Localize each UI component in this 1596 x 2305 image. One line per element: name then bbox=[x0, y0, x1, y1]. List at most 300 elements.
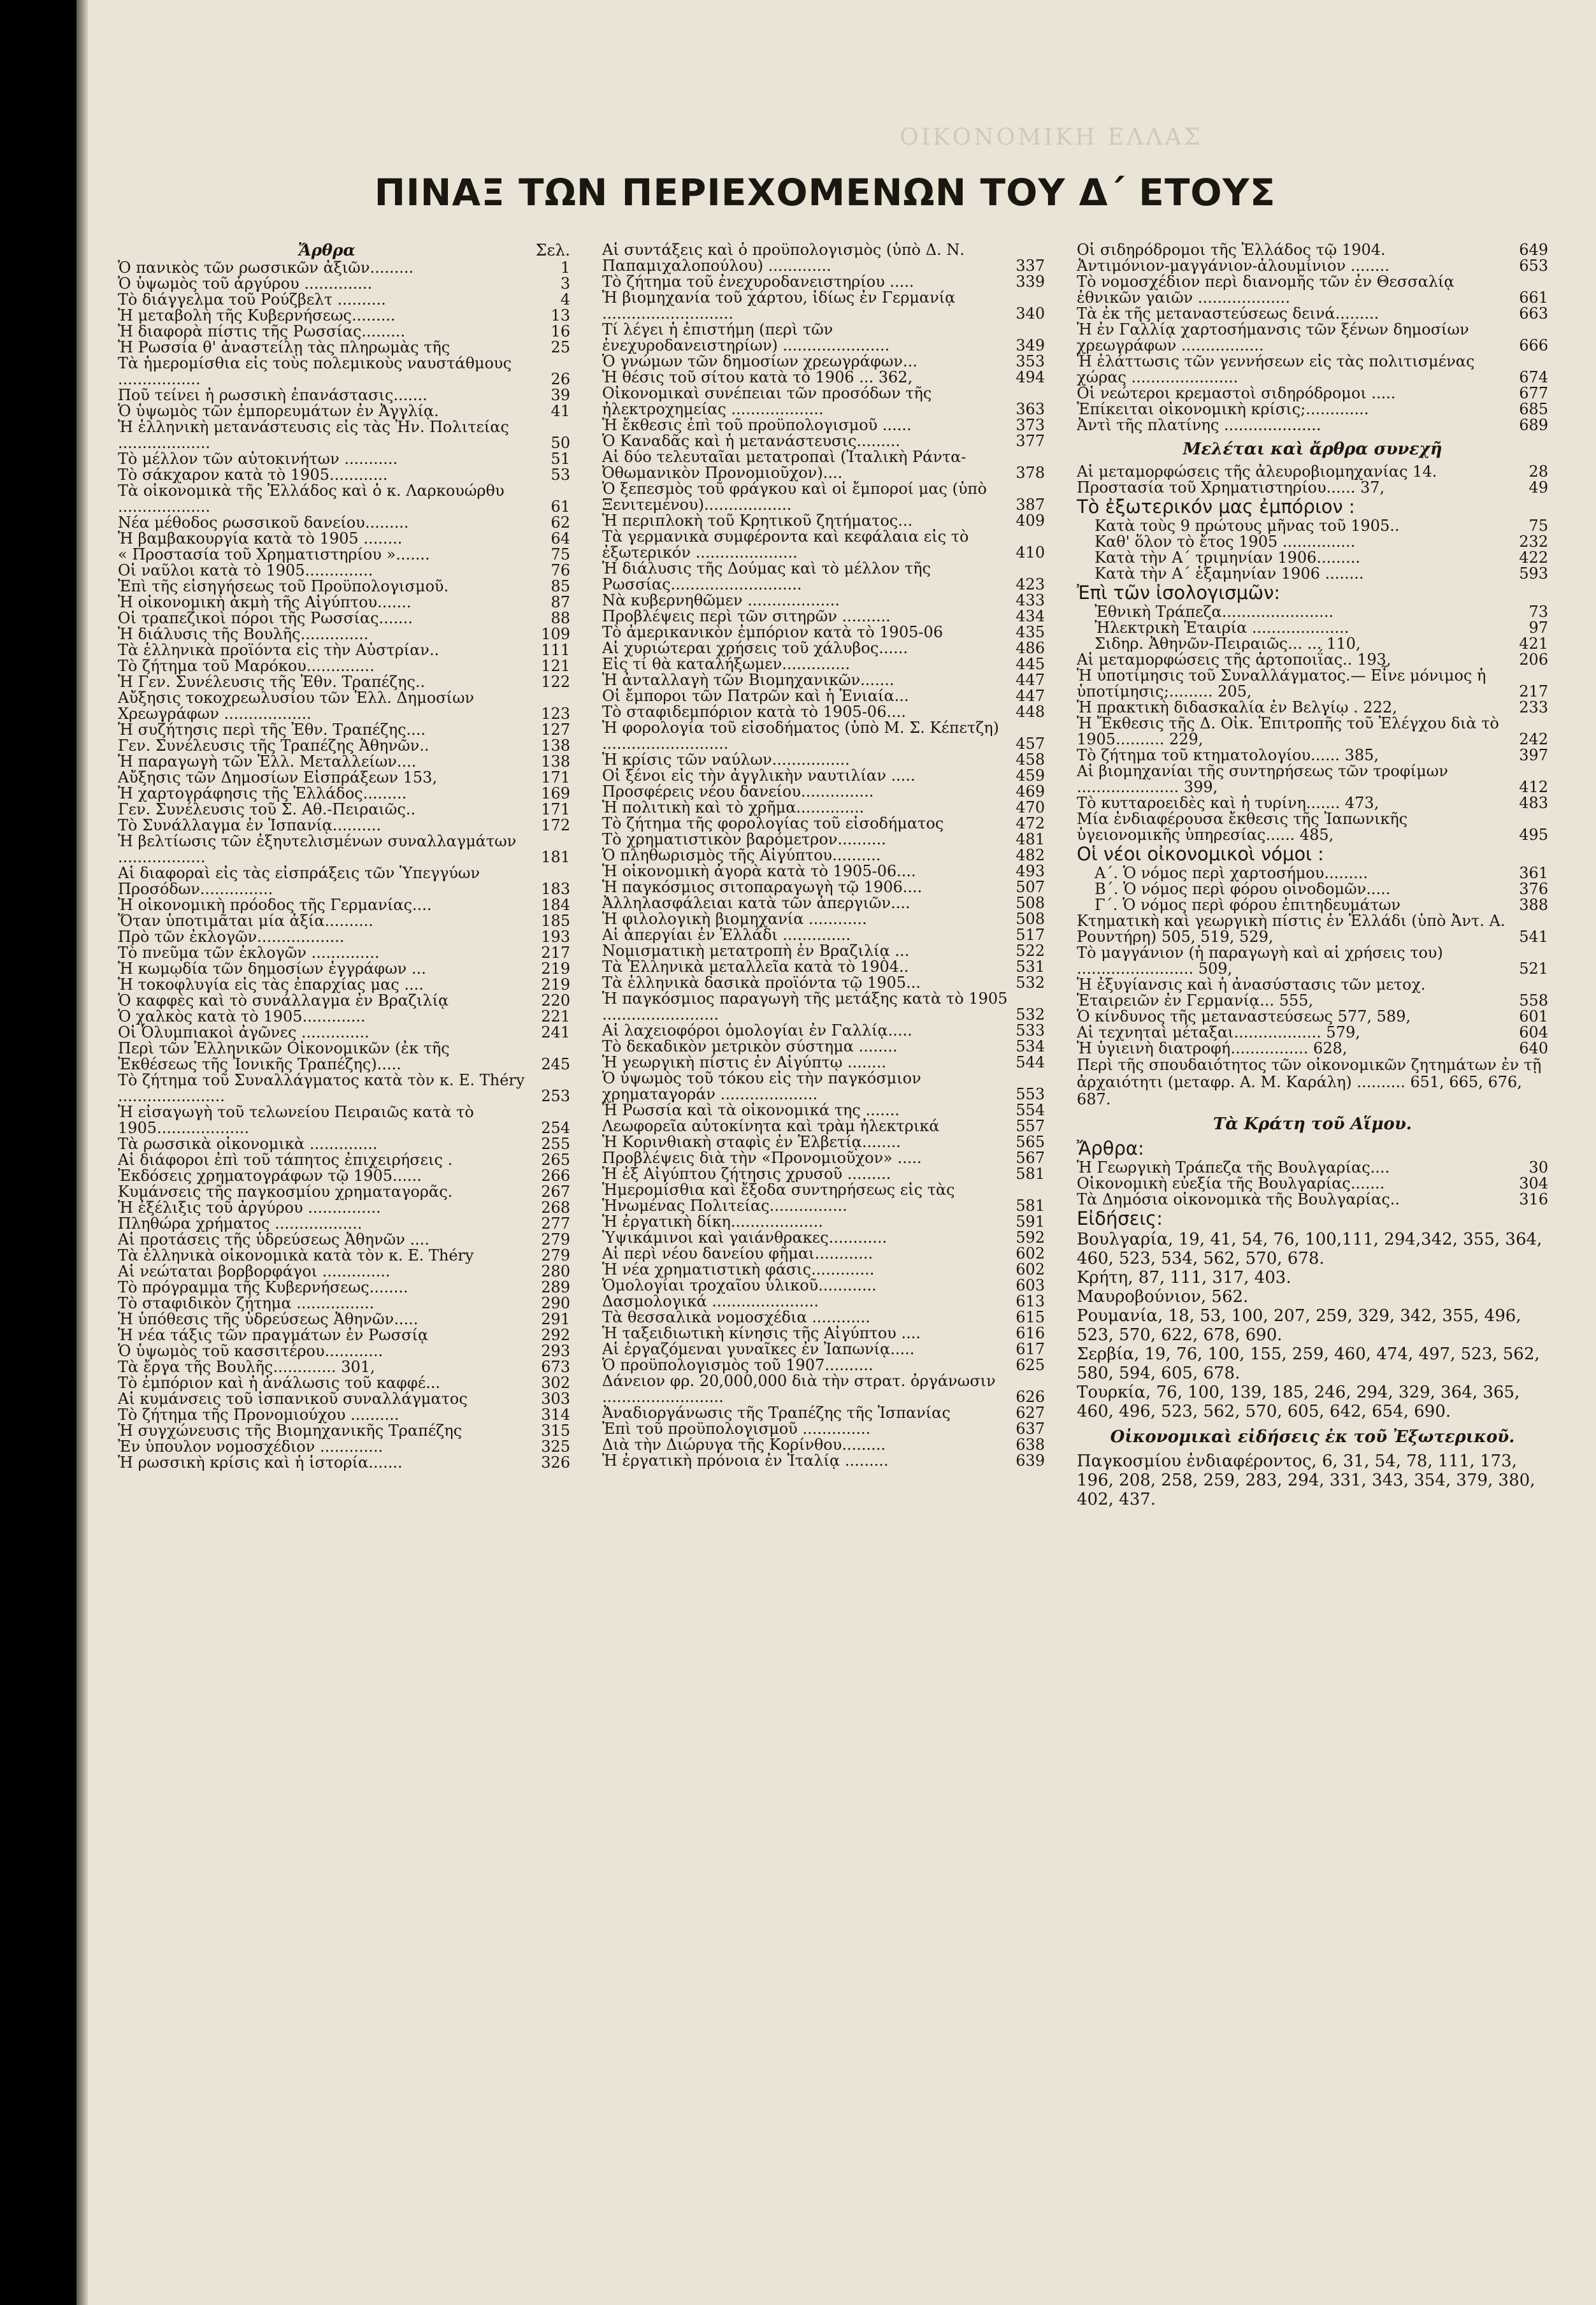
toc-entry-title: Σιδηρ. Ἀθηνῶν-Πειραιῶς... ... 110, bbox=[1095, 635, 1361, 653]
toc-entry-page: 472 bbox=[1016, 814, 1045, 832]
toc-entry-page: 521 bbox=[1519, 960, 1548, 978]
toc-entry-title: Οἱ ξένοι εἰς τὴν ἀγγλικὴν ναυτιλίαν ..... bbox=[602, 767, 916, 784]
toc-entry-page: 592 bbox=[1016, 1229, 1045, 1246]
toc-entry-page: 397 bbox=[1519, 746, 1548, 764]
section-heading-foreign-news: Οἰκονομικαὶ εἰδήσεις ἐκ τοῦ Ἐξωτερικοῦ. bbox=[1110, 1427, 1515, 1447]
toc-entry bbox=[602, 1326, 1045, 1341]
toc-entry-title: Ἡ μεταβολὴ τῆς Κυβερνήσεως......... bbox=[118, 307, 396, 324]
column-left bbox=[118, 242, 570, 2281]
toc-list bbox=[1077, 913, 1548, 1057]
toc-entry bbox=[118, 292, 570, 308]
toc-entry-title: Ἐπὶ τῆς εἰσηγήσεως τοῦ Προϋπολογισμοῦ. bbox=[118, 577, 449, 595]
toc-entry-page: 363 bbox=[1016, 400, 1045, 418]
toc-entry-title: Ποῦ τείνει ἡ ρωσσικὴ ἐπανάστασις....... bbox=[118, 386, 428, 404]
toc-entry bbox=[118, 1009, 570, 1025]
toc-entry bbox=[602, 1230, 1045, 1246]
toc-entry bbox=[118, 738, 570, 754]
toc-entry bbox=[118, 1248, 570, 1264]
toc-entry-page: 541 bbox=[1519, 928, 1548, 946]
toc-entry-page: 76 bbox=[550, 561, 570, 579]
toc-entry bbox=[1077, 795, 1548, 811]
toc-entry bbox=[1077, 652, 1548, 668]
toc-entry-page: 315 bbox=[541, 1422, 570, 1440]
toc-entry-page: 482 bbox=[1016, 846, 1045, 864]
toc-list bbox=[1077, 604, 1548, 652]
toc-entry bbox=[118, 1216, 570, 1232]
toc-entry-title: Ἡ πολιτικὴ καὶ τὸ χρῆμα.............. bbox=[602, 798, 865, 816]
toc-entry-title: Ἡ Γεωργικὴ Τράπεζα τῆς Βουλγαρίας.... bbox=[1077, 1159, 1390, 1176]
toc-entry bbox=[602, 895, 1045, 911]
toc-entry bbox=[118, 1280, 570, 1296]
toc-entry bbox=[1095, 881, 1548, 897]
toc-entry bbox=[602, 354, 1045, 370]
toc-entry-page: 75 bbox=[1528, 517, 1548, 535]
toc-entry-title: Ὁ προϋπολογισμὸς τοῦ 1907.......... bbox=[602, 1356, 873, 1374]
toc-entry-title: Ἡ Ἔκθεσις τῆς Δ. Οἰκ. Ἐπιτροπῆς τοῦ Ἐλέγχου διὰ τὸ 1905.......... 229, bbox=[1077, 714, 1499, 748]
toc-entry-page: 290 bbox=[541, 1294, 570, 1312]
toc-entry-page: 62 bbox=[550, 514, 570, 531]
toc-entry-page: 279 bbox=[541, 1231, 570, 1248]
page-binding-shadow bbox=[0, 0, 76, 2305]
toc-entry bbox=[602, 1118, 1045, 1134]
toc-entry-title: Πρὸ τῶν ἐκλογῶν.................. bbox=[118, 928, 345, 946]
toc-entry-page: 593 bbox=[1519, 565, 1548, 582]
toc-entry bbox=[602, 1341, 1045, 1357]
toc-entry bbox=[602, 417, 1045, 433]
section-heading-studies: Μελέται καὶ ἄρθρα συνεχῆ bbox=[1183, 440, 1442, 459]
toc-entry bbox=[118, 977, 570, 993]
toc-entry bbox=[118, 754, 570, 770]
toc-entry bbox=[1095, 897, 1548, 913]
toc-entry-page: 494 bbox=[1016, 368, 1045, 386]
toc-entry bbox=[602, 593, 1045, 609]
toc-entry bbox=[602, 1166, 1045, 1182]
toc-entry bbox=[118, 1184, 570, 1200]
toc-entry-title: Ἡ βελτίωσις τῶν ἐξηυτελισμένων συναλλαγμάτων .................. bbox=[118, 832, 517, 866]
toc-entry-page: 253 bbox=[541, 1087, 570, 1105]
toc-entry bbox=[118, 802, 570, 818]
toc-entry-title: Τὸ κυτταροειδὲς καὶ ἡ τυρίνη....... 473, bbox=[1077, 794, 1379, 812]
toc-entry-page: 219 bbox=[541, 960, 570, 978]
toc-entry-title: Οἱ ἔμποροι τῶν Πατρῶν καὶ ἡ Ἑνιαία... bbox=[602, 687, 909, 705]
toc-paragraph: Μαυροβούνιον, 562. bbox=[1077, 1287, 1249, 1306]
toc-entry bbox=[1095, 534, 1548, 550]
toc-entry bbox=[118, 722, 570, 738]
toc-entry-title: Ἡ ἐν Γαλλίᾳ χαρτοσήμανσις τῶν ξένων δημοσίων χρεωγράφων ................. bbox=[1077, 321, 1469, 354]
bleed-through-header: ΟΙΚΟΝΟΜΙΚΗ ΕΛΛΑΣ bbox=[900, 124, 1203, 150]
toc-entry-page: 434 bbox=[1016, 607, 1045, 625]
toc-entry-title: Οἱ τραπεζικοὶ πόροι τῆς Ρωσσίας....... bbox=[118, 609, 413, 627]
toc-entry-page: 613 bbox=[1016, 1292, 1045, 1310]
subheading-new-laws: Οἱ νέοι οἰκονομικοὶ νόμοι : bbox=[1077, 843, 1324, 865]
toc-entry bbox=[118, 770, 570, 786]
toc-entry-title: Αἱ δύο τελευταῖαι μετατροπαὶ (Ἰταλικὴ Ράντα-Ὀθωμανικὸν Προνομιοῦχον).... bbox=[602, 448, 967, 482]
toc-entry-page: 291 bbox=[541, 1310, 570, 1328]
toc-entry-title: Ἡ ὑπόθεσις τῆς ὑδρεύσεως Ἀθηνῶν..... bbox=[118, 1310, 419, 1328]
toc-entry bbox=[118, 1200, 570, 1216]
toc-entry-title: Ὁ πανικὸς τῶν ρωσσικῶν ἀξιῶν......... bbox=[118, 259, 414, 277]
toc-entry-page: 567 bbox=[1016, 1149, 1045, 1167]
toc-entry bbox=[118, 324, 570, 340]
toc-entry bbox=[118, 276, 570, 292]
toc-entry bbox=[1077, 1041, 1548, 1057]
toc-paragraph: Βουλγαρία, 19, 41, 54, 76, 100,111, 294,342, 355, 364, 460, 523, 534, 562, 570, 678. bbox=[1077, 1230, 1542, 1268]
toc-entry-title: Ἡ Κορινθιακὴ σταφὶς ἐν Ἑλβετίᾳ........ bbox=[602, 1133, 901, 1151]
toc-entry-page: 457 bbox=[1016, 735, 1045, 753]
toc-entry-title: Ὁμολογίαι τροχαῖου ὑλικοῦ............ bbox=[602, 1276, 877, 1294]
toc-entry-title: Διὰ τὴν Διώρυγα τῆς Κορίνθου......... bbox=[602, 1436, 886, 1454]
toc-entry bbox=[118, 1025, 570, 1041]
toc-entry-title: Καθ' ὅλον τὸ ἔτος 1905 ............... bbox=[1095, 533, 1356, 551]
toc-entry bbox=[1077, 417, 1548, 433]
toc-list bbox=[602, 242, 1045, 1469]
toc-entry-title: Ἀναδιοργάνωσις τῆς Τραπέζης τῆς Ἱσπανίας bbox=[602, 1404, 951, 1422]
toc-entry bbox=[1095, 865, 1548, 881]
toc-entry-page: 127 bbox=[541, 721, 570, 739]
toc-entry-title: Περὶ τῶν Ἑλληνικῶν Οἰκονομικῶν (ἐκ τῆς Ἐκθέσεως τῆς Ἰονικῆς Τραπέζης)..... bbox=[118, 1039, 450, 1073]
toc-entry-title: Ἡ νέα τάξις τῶν πραγμάτων ἐν Ρωσσίᾳ bbox=[118, 1326, 429, 1344]
toc-entry-title: Αἱ ἀπεργίαι ἐν Ἑλλάδι .............. bbox=[602, 926, 851, 944]
toc-entry bbox=[602, 832, 1045, 848]
toc-entry bbox=[602, 433, 1045, 449]
toc-entry-page: 361 bbox=[1519, 864, 1548, 882]
toc-entry bbox=[602, 1278, 1045, 1294]
toc-entry-page: 4 bbox=[560, 291, 570, 308]
toc-entry-title: Αἱ λαχειοφόροι ὁμολογίαι ἐν Γαλλίᾳ..... bbox=[602, 1022, 912, 1039]
toc-entry-title: Δάνειον φρ. 20,000,000 διὰ τὴν στρατ. ὀργάνωσιν ......................... bbox=[602, 1372, 996, 1406]
toc-entry bbox=[118, 1296, 570, 1311]
toc-entry bbox=[602, 529, 1045, 561]
toc-entry bbox=[118, 467, 570, 483]
toc-entry-page: 220 bbox=[541, 992, 570, 1009]
toc-entry-page: 638 bbox=[1016, 1436, 1045, 1454]
toc-entry-title: Κατὰ τοὺς 9 πρώτους μῆνας τοῦ 1905.. bbox=[1095, 517, 1400, 535]
toc-entry-page: 280 bbox=[541, 1262, 570, 1280]
toc-entry-title: Α΄. Ὁ νόμος περὶ χαρτοσήμου......... bbox=[1095, 864, 1368, 882]
toc-entry-title: Ἡ ἐξυγίανσις καὶ ἡ ἀνασύστασις τῶν μετοχ. Ἑταιρειῶν ἐν Γερμανίᾳ... 555, bbox=[1077, 976, 1426, 1009]
toc-entry-page: 221 bbox=[541, 1008, 570, 1025]
toc-entry-title: Ἡ ἐλάττωσις τῶν γεννήσεων εἰς τὰς πολιτισμένας χώρας ...................... bbox=[1077, 352, 1475, 386]
toc-entry bbox=[1077, 700, 1548, 716]
toc-entry-title: Ἡ Ρωσσία καὶ τὰ οἰκονομικά της ....... bbox=[602, 1101, 900, 1119]
toc-entry-page: 340 bbox=[1016, 305, 1045, 322]
toc-entry-page: 217 bbox=[1519, 683, 1548, 700]
toc-entry-page: 533 bbox=[1016, 1022, 1045, 1039]
toc-entry-title: Ἡ ἐξ Αἰγύπτου ζήτησις χρυσοῦ ......... bbox=[602, 1165, 891, 1183]
toc-entry-page: 181 bbox=[541, 848, 570, 866]
toc-entry-page: 97 bbox=[1528, 619, 1548, 637]
toc-list bbox=[1077, 1160, 1548, 1208]
toc-entry-page: 339 bbox=[1016, 273, 1045, 291]
toc-entry-title: Κυμάνσεις τῆς παγκοσμίου χρηματαγορᾶς. bbox=[118, 1183, 453, 1201]
toc-entry-page: 325 bbox=[541, 1438, 570, 1456]
toc-entry-title: Κτηματικὴ καὶ γεωργικὴ πίστις ἐν Ἑλλάδι (ὑπὸ Ἀντ. Α. Ρουντήρη) 505, 519, 529, bbox=[1077, 912, 1506, 946]
toc-entry-page: 685 bbox=[1519, 400, 1548, 418]
toc-entry-title: Ἀντὶ τῆς πλατίνης .................... bbox=[1077, 416, 1321, 434]
section-heading-balkan-states: Τὰ Κράτη τοῦ Αἵμου. bbox=[1213, 1115, 1412, 1134]
toc-entry bbox=[1077, 386, 1548, 401]
toc-entry bbox=[118, 786, 570, 802]
toc-list bbox=[118, 260, 570, 1471]
toc-entry-title: Ἡ ἐργατικὴ δίκη................... bbox=[602, 1213, 823, 1231]
toc-entry bbox=[118, 1311, 570, 1327]
toc-entry bbox=[1095, 620, 1548, 636]
toc-entry-title: Ἡ παγκόσμιος παραγωγὴ τῆς μετάξης κατὰ τὸ 1905 ........................ bbox=[602, 990, 1008, 1023]
toc-entry-title: Αἱ διαφοραὶ εἰς τὰς εἰσπράξεις τῶν Ὑπεγγύων Προσόδων............... bbox=[118, 864, 480, 898]
toc-entry-page: 314 bbox=[541, 1406, 570, 1424]
toc-entry-title: Ἡ φορολογία τοῦ εἰσοδήματος (ὑπὸ Μ. Σ. Κέπετζη) .......................... bbox=[602, 719, 1000, 753]
toc-entry-title: Ὑψικάμινοι καὶ γαιάνθρακες............ bbox=[602, 1229, 888, 1246]
toc-entry-page: 469 bbox=[1016, 783, 1045, 800]
toc-entry-page: 481 bbox=[1016, 830, 1045, 848]
toc-entry bbox=[602, 1150, 1045, 1166]
toc-entry-title: Ἡ φιλολογικὴ βιομηχανία ............ bbox=[602, 910, 867, 928]
toc-entry bbox=[118, 1327, 570, 1343]
toc-entry-page: 64 bbox=[550, 530, 570, 547]
toc-entry-title: Ὁ ξεπεσμὸς τοῦ φράγκου καὶ οἱ ἔμποροί μας (ὑπὸ Ξενιτεμένου).................. bbox=[602, 480, 987, 514]
toc-entry-title: Τὸ ζήτημα τῆς Προνομιούχου .......... bbox=[118, 1406, 399, 1424]
toc-entry-title: Οἱ νεώτεροι κρεμαστοὶ σιδηρόδρομοι ..... bbox=[1077, 384, 1396, 402]
toc-entry-title: Τὰ Ἑλληνικὰ μεταλλεῖα κατὰ τὸ 1904.. bbox=[602, 958, 909, 976]
toc-entry-title: Τὸ σάκχαρον κατὰ τὸ 1905............ bbox=[118, 466, 388, 484]
toc-entry-page: 61 bbox=[550, 498, 570, 516]
toc-list bbox=[1077, 464, 1548, 496]
toc-entry-title: Ἡ ἐργατικὴ πρόνοια ἐν Ἰταλίᾳ ......... bbox=[602, 1452, 889, 1470]
toc-entry-page: 445 bbox=[1016, 655, 1045, 673]
page-column-label: Σελ. bbox=[535, 242, 570, 259]
toc-entry-page: 388 bbox=[1519, 896, 1548, 914]
toc-entry bbox=[602, 656, 1045, 672]
toc-entry bbox=[602, 1214, 1045, 1230]
toc-entry-title: Ἡ ἑλληνικὴ μετανάστευσις εἰς τὰς Ἡν. Πολιτείας ................... bbox=[118, 418, 509, 452]
toc-entry-page: 663 bbox=[1519, 305, 1548, 322]
toc-entry bbox=[602, 1294, 1045, 1310]
toc-entry-title: Ἡ εἰσαγωγὴ τοῦ τελωνείου Πειραιῶς κατὰ τὸ 1905................... bbox=[118, 1103, 474, 1137]
toc-entry-page: 447 bbox=[1016, 687, 1045, 705]
toc-entry-title: Κατὰ τὴν Α΄ τριμηνίαν 1906......... bbox=[1095, 549, 1361, 567]
toc-entry-page: 640 bbox=[1519, 1039, 1548, 1057]
toc-entry-page: 337 bbox=[1016, 257, 1045, 275]
toc-entry bbox=[118, 1423, 570, 1439]
toc-entry-page: 615 bbox=[1016, 1308, 1045, 1326]
toc-entry bbox=[602, 1182, 1045, 1214]
toc-entry-title: Τὸ ζήτημα τοῦ Συναλλάγματος κατὰ τὸν κ. Ε. Théry ...................... bbox=[118, 1071, 525, 1105]
toc-entry bbox=[602, 848, 1045, 863]
toc-entry-page: 16 bbox=[550, 322, 570, 340]
toc-entry-page: 75 bbox=[550, 546, 570, 563]
toc-entry-page: 241 bbox=[541, 1023, 570, 1041]
toc-entry-title: Τὸ Συνάλλαγμα ἐν Ἱσπανίᾳ.......... bbox=[118, 816, 382, 834]
toc-entry-title: Ἠλεκτρικὴ Ἑταιρία .................... bbox=[1095, 619, 1349, 637]
toc-entry bbox=[118, 356, 570, 387]
toc-entry-title: Αὔξησις τῶν Δημοσίων Εἰσπράξεων 153, bbox=[118, 769, 438, 786]
toc-entry-page: 616 bbox=[1016, 1324, 1045, 1342]
toc-entry bbox=[1077, 480, 1548, 496]
toc-entry-title: Τὸ ζήτημα τῆς φορολογίας τοῦ εἰσοδήματος bbox=[602, 814, 944, 832]
toc-entry bbox=[602, 1071, 1045, 1102]
toc-entry bbox=[602, 672, 1045, 688]
toc-entry-page: 138 bbox=[541, 737, 570, 755]
toc-entry-page: 26 bbox=[550, 370, 570, 388]
toc-entry-page: 266 bbox=[541, 1167, 570, 1185]
toc-entry-page: 1 bbox=[560, 259, 570, 277]
toc-entry bbox=[118, 1041, 570, 1073]
toc-entry bbox=[602, 1421, 1045, 1437]
toc-paragraph: Παγκοσμίου ἐνδιαφέροντος, 6, 31, 54, 78, 111, 173, 196, 208, 258, 259, 283, 294, 331, 343, 354, 379, 380, 402, 437. bbox=[1077, 1452, 1535, 1509]
toc-entry-page: 41 bbox=[550, 402, 570, 420]
toc-entry-title: Τὰ ἔργα τῆς Βουλῆς............. 301, bbox=[118, 1358, 375, 1376]
toc-entry-title: Αἱ διάφοροι ἐπὶ τοῦ τάπητος ἐπιχειρήσεις . bbox=[118, 1151, 453, 1169]
toc-entry-page: 601 bbox=[1519, 1008, 1548, 1025]
toc-entry-page: 326 bbox=[541, 1454, 570, 1471]
toc-entry-title: Προβλέψεις περὶ τῶν σιτηρῶν .......... bbox=[602, 607, 891, 625]
toc-entry bbox=[118, 1073, 570, 1104]
toc-entry bbox=[602, 625, 1045, 640]
toc-entry-page: 459 bbox=[1016, 767, 1045, 784]
toc-entry-page: 289 bbox=[541, 1278, 570, 1296]
toc-entry bbox=[118, 1359, 570, 1375]
toc-entry-page: 507 bbox=[1016, 878, 1045, 896]
toc-entry bbox=[118, 387, 570, 403]
toc-entry-page: 87 bbox=[550, 593, 570, 611]
toc-entry-title: Γεν. Συνέλευσις τῆς Τραπέζης Ἀθηνῶν.. bbox=[118, 737, 429, 755]
toc-entry-page: 378 bbox=[1016, 464, 1045, 482]
toc-entry-title: Οἱ ναῦλοι κατὰ τὸ 1905.............. bbox=[118, 561, 373, 579]
toc-entry-page: 557 bbox=[1016, 1117, 1045, 1135]
toc-entry-page: 254 bbox=[541, 1119, 570, 1137]
toc-entry-title: Τὸ χρηματιστικὸν βαρόμετρον.......... bbox=[602, 830, 886, 848]
toc-entry bbox=[118, 611, 570, 626]
toc-entry-title: Αἱ βιομηχανίαι τῆς συντηρήσεως τῶν τροφίμων ..................... 399, bbox=[1077, 762, 1448, 796]
toc-entry-title: Ἡ ἐξέλιξις τοῦ ἀργύρου ............... bbox=[118, 1199, 381, 1217]
toc-entry bbox=[602, 752, 1045, 768]
toc-entry bbox=[1077, 945, 1548, 977]
toc-entry bbox=[602, 720, 1045, 752]
toc-entry-page: 88 bbox=[550, 609, 570, 627]
toc-entry bbox=[118, 595, 570, 611]
toc-entry-title: Ἡ βιομηχανία τοῦ χάρτου, ἰδίως ἐν Γερμανίᾳ ........................... bbox=[602, 289, 956, 322]
toc-entry-page: 483 bbox=[1519, 794, 1548, 812]
toc-entry bbox=[1077, 763, 1548, 795]
toc-entry-title: Ἡ παγκόσμιος σιτοπαραγωγὴ τῷ 1906.... bbox=[602, 878, 923, 896]
toc-entry-page: 637 bbox=[1016, 1420, 1045, 1438]
toc-paragraph: Σερβία, 19, 76, 100, 155, 259, 460, 474, 497, 523, 562, 580, 594, 605, 678. bbox=[1077, 1345, 1540, 1383]
toc-entry-title: Νὰ κυβερνηθῶμεν ................... bbox=[602, 591, 840, 609]
toc-entry bbox=[602, 879, 1045, 895]
toc-entry bbox=[118, 818, 570, 834]
toc-entry bbox=[602, 959, 1045, 975]
toc-entry-title: Ἡ συζήτησις περὶ τῆς Ἐθν. Τραπέζης.... bbox=[118, 721, 426, 739]
subheading-foreign-trade: Τὸ ἐξωτερικόν μας ἐμπόριον : bbox=[1077, 496, 1355, 517]
toc-entry-title: Ἡ διαφορὰ πίστις τῆς Ρωσσίας......... bbox=[118, 322, 405, 340]
toc-entry-title: Ἡ οἰκονομικὴ ἀκμὴ τῆς Αἰγύπτου....... bbox=[118, 593, 412, 611]
toc-entry-page: 30 bbox=[1528, 1159, 1548, 1176]
toc-entry-title: Ὁ πληθωρισμὸς τῆς Αἰγύπτου.......... bbox=[602, 846, 881, 864]
toc-entry-title: Τὰ ἡμερομίσθια εἰς τοὺς πολεμικοὺς ναυστάθμους ................. bbox=[118, 354, 512, 388]
toc-entry bbox=[602, 816, 1045, 832]
toc-entry-page: 409 bbox=[1016, 512, 1045, 530]
toc-entry bbox=[118, 1104, 570, 1136]
toc-entry bbox=[1077, 748, 1548, 763]
toc-entry-page: 138 bbox=[541, 753, 570, 770]
toc-entry-title: Τὰ ἐκ τῆς μεταναστεύσεως δεινά......... bbox=[1077, 305, 1379, 322]
toc-entry-page: 232 bbox=[1519, 533, 1548, 551]
toc-entry-title: Β΄. Ὁ νόμος περὶ φόρου οἰνοδομῶν..... bbox=[1095, 880, 1391, 898]
toc-entry-title: Γ΄. Ὁ νόμος περὶ φόρου ἐπιτηδευμάτων bbox=[1095, 896, 1401, 914]
toc-entry bbox=[118, 563, 570, 579]
toc-entry-title: Τὸ πρόγραμμα τῆς Κυβερνήσεως........ bbox=[118, 1278, 408, 1296]
toc-entry-title: Ὅταν ὑποτιμᾶται μία ἀξία.......... bbox=[118, 912, 373, 930]
toc-entry-page: 674 bbox=[1519, 368, 1548, 386]
toc-entry bbox=[602, 1039, 1045, 1055]
toc-entry-page: 581 bbox=[1016, 1197, 1045, 1215]
toc-entry bbox=[118, 547, 570, 563]
subheading-news: Εἰδήσεις: bbox=[1077, 1208, 1163, 1229]
toc-entry-title: Ἡ ὑγιεινὴ διατροφή................ 628, bbox=[1077, 1039, 1348, 1057]
toc-entry bbox=[1077, 668, 1548, 700]
toc-paragraph: Κρήτη, 87, 111, 317, 403. bbox=[1077, 1268, 1291, 1287]
toc-entry-page: 122 bbox=[541, 673, 570, 691]
toc-entry bbox=[602, 1453, 1045, 1469]
toc-entry-title: Τὸ ζήτημα τοῦ Μαρόκου.............. bbox=[118, 657, 375, 675]
toc-entry-title: Ἀντιμόνιον-μαγγάνιον-ἀλουμίνιον ........ bbox=[1077, 257, 1390, 275]
toc-entry-page: 206 bbox=[1519, 651, 1548, 668]
toc-entry-page: 639 bbox=[1016, 1452, 1045, 1470]
toc-entry-page: 377 bbox=[1016, 432, 1045, 450]
toc-entry-title: Ἐπίκειται οἰκονομικὴ κρίσις;............. bbox=[1077, 400, 1369, 418]
toc-entry bbox=[118, 531, 570, 547]
toc-entry-page: 421 bbox=[1519, 635, 1548, 653]
toc-entry bbox=[118, 690, 570, 722]
toc-entry bbox=[1077, 716, 1548, 748]
toc-entry-title: Ἡ Γεν. Συνέλευσις τῆς Ἐθν. Τραπέζης.. bbox=[118, 673, 426, 691]
toc-entry bbox=[1077, 1009, 1548, 1025]
toc-entry-title: Ἡ νέα χρηματιστικὴ φάσις............. bbox=[602, 1261, 875, 1278]
toc-entry-page: 53 bbox=[550, 466, 570, 484]
toc-entry bbox=[118, 1264, 570, 1280]
toc-entry-title: Τὸ ζήτημα τοῦ κτηματολογίου...... 385, bbox=[1077, 746, 1379, 764]
toc-entry-title: Αἱ ἐργαζόμεναι γυναῖκες ἐν Ἰαπωνίᾳ..... bbox=[602, 1340, 915, 1358]
toc-entry bbox=[1077, 306, 1548, 322]
toc-entry bbox=[1077, 977, 1548, 1009]
toc-entry-page: 304 bbox=[1519, 1174, 1548, 1192]
toc-entry-page: 534 bbox=[1016, 1037, 1045, 1055]
toc-entry bbox=[118, 579, 570, 595]
toc-entry-page: 532 bbox=[1016, 1006, 1045, 1023]
toc-entry bbox=[118, 308, 570, 324]
toc-entry-title: Ὁ ὑψωμὸς τοῦ τόκου εἰς τὴν παγκόσμιον χρηματαγοράν .................... bbox=[602, 1069, 921, 1103]
toc-entry-page: 73 bbox=[1528, 603, 1548, 621]
toc-list bbox=[1077, 865, 1548, 913]
toc-entry-page: 123 bbox=[541, 705, 570, 723]
toc-entry-title: Αἱ τεχνηταὶ μέταξαι.................. 579, bbox=[1077, 1023, 1360, 1041]
toc-entry-title: Τὸ πνεῦμα τῶν ἐκλογῶν .............. bbox=[118, 944, 380, 962]
toc-entry-page: 193 bbox=[541, 928, 570, 946]
toc-entry-title: Ἐπὶ τοῦ προϋπολογισμοῦ .............. bbox=[602, 1420, 871, 1438]
toc-entry-title: Τὸ διάγγελμα τοῦ Ρούζβελτ .......... bbox=[118, 291, 386, 308]
toc-entry-page: 495 bbox=[1519, 826, 1548, 844]
toc-entry bbox=[602, 1310, 1045, 1326]
toc-entry-page: 508 bbox=[1016, 910, 1045, 928]
toc-entry bbox=[118, 834, 570, 865]
toc-entry-title: Κατὰ τὴν Α΄ ἑξαμηνίαν 1906 ........ bbox=[1095, 565, 1364, 582]
toc-entry-title: Ἡ κρίσις τῶν ναύλων................ bbox=[602, 751, 850, 769]
toc-entry-page: 316 bbox=[1519, 1190, 1548, 1208]
toc-paragraph: Ρουμανία, 18, 53, 100, 207, 259, 329, 342, 355, 496, 523, 570, 622, 678, 690. bbox=[1077, 1306, 1521, 1345]
toc-entry-page: 422 bbox=[1519, 549, 1548, 567]
toc-entry bbox=[1095, 604, 1548, 620]
toc-entry bbox=[1077, 401, 1548, 417]
